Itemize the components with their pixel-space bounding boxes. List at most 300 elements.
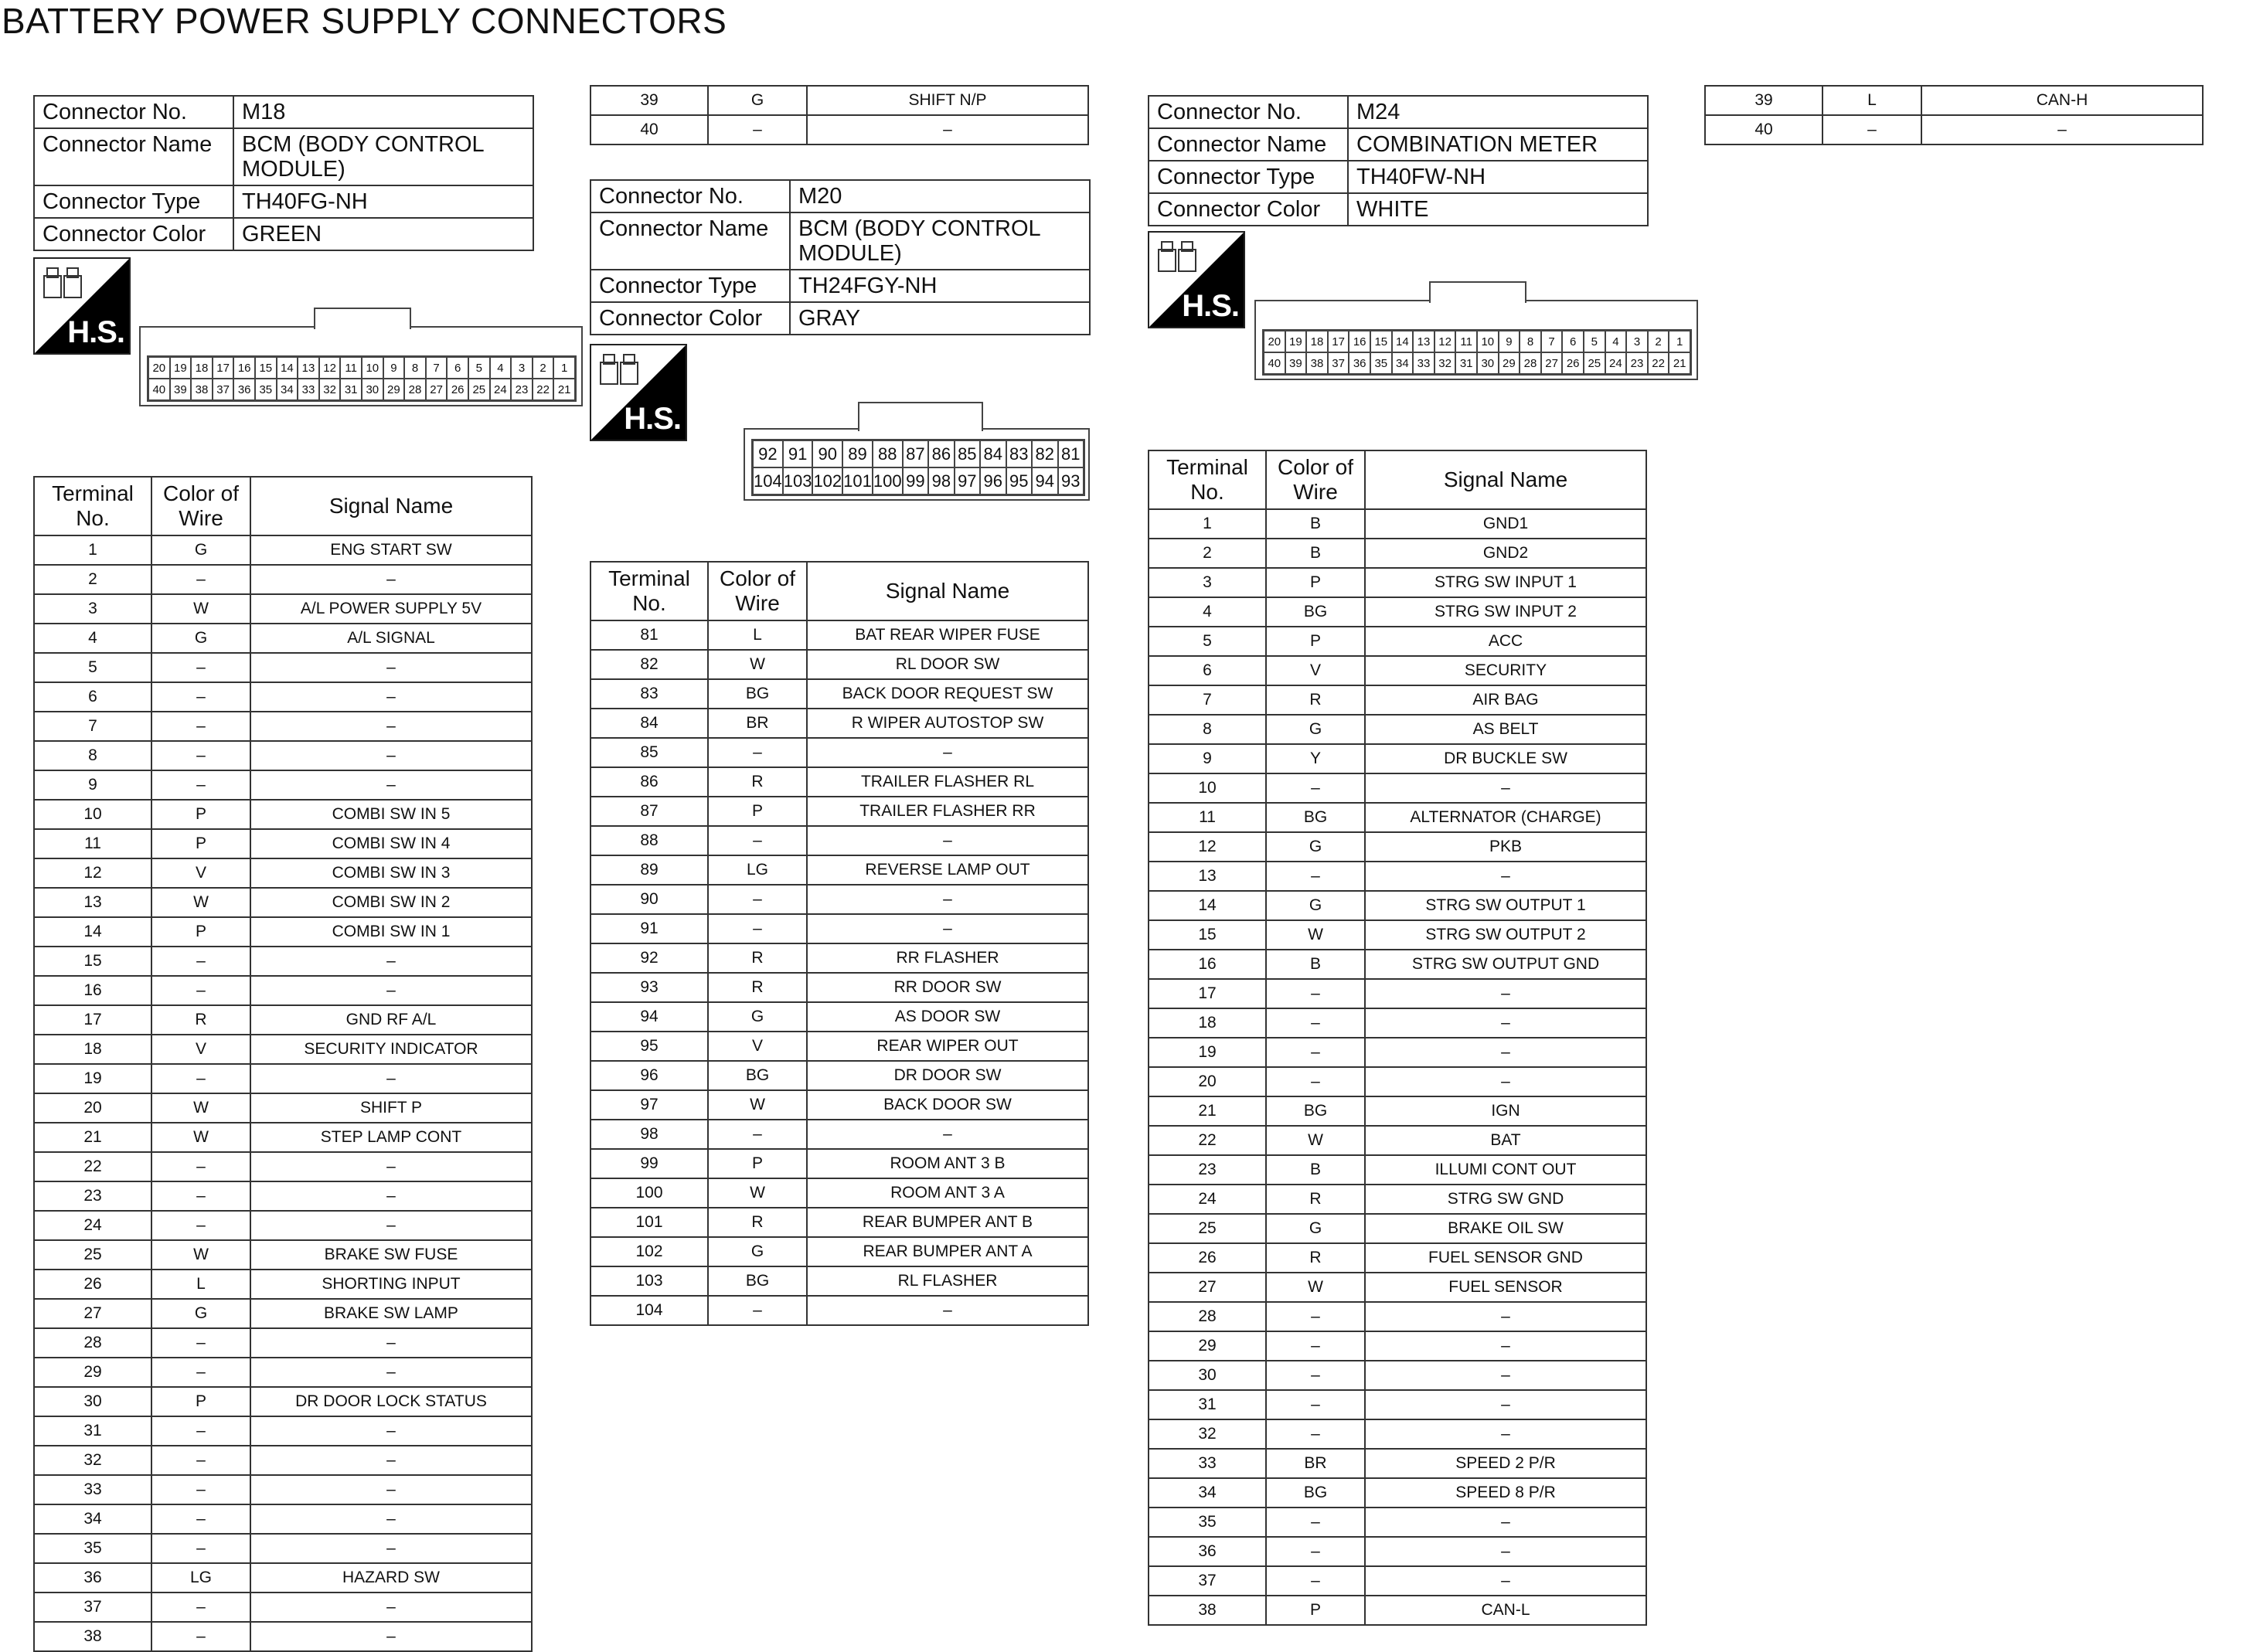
wire-color-cell: – — [1266, 1419, 1365, 1449]
terminal-cell: 9 — [1149, 744, 1266, 773]
signal-name-cell: GND2 — [1365, 539, 1646, 568]
signal-name-cell: – — [250, 1534, 532, 1563]
table-row — [34, 1504, 532, 1534]
terminal-cell: 37 — [1149, 1566, 1266, 1596]
terminal-cell: 38 — [34, 1622, 151, 1651]
signal-name-cell: – — [807, 885, 1088, 914]
pin-number: 17 — [1328, 331, 1349, 352]
table-row — [590, 86, 1088, 115]
terminal-cell: 97 — [590, 1090, 708, 1120]
pin-number: 40 — [1264, 352, 1285, 374]
pin-number: 22 — [1648, 352, 1669, 374]
wire-color-cell: R — [708, 767, 807, 797]
table-row — [1149, 1126, 1646, 1155]
pin-number: 1 — [553, 357, 575, 379]
table-row — [590, 1208, 1088, 1237]
table-row — [34, 594, 532, 624]
wire-color-cell: – — [151, 947, 250, 976]
table-row — [34, 1534, 532, 1563]
table-row — [590, 650, 1088, 679]
wire-color-cell: G — [708, 86, 807, 115]
signal-name-cell: – — [807, 826, 1088, 855]
table-row — [34, 653, 532, 682]
table-row — [1149, 1537, 1646, 1566]
pin-number: 14 — [277, 357, 298, 379]
terminal-cell: 89 — [590, 855, 708, 885]
hs-label: H.S. — [1182, 289, 1239, 323]
signal-name-cell: COMBI SW IN 5 — [250, 800, 532, 829]
terminal-cell: 2 — [34, 565, 151, 594]
table-row — [34, 535, 532, 565]
terminal-cell: 26 — [1149, 1243, 1266, 1273]
info-value: WHITE — [1348, 193, 1648, 226]
wire-color-cell: R — [708, 1208, 807, 1237]
wire-color-cell: – — [1266, 1038, 1365, 1067]
signal-name-cell: – — [1365, 1361, 1646, 1390]
table-row — [1149, 1449, 1646, 1478]
terminal-cell: 3 — [1149, 568, 1266, 597]
info-value: M24 — [1348, 96, 1648, 128]
m24-connector-info — [1148, 95, 1649, 226]
signal-name-cell: BACK DOOR REQUEST SW — [807, 679, 1088, 709]
wire-color-cell: R — [1266, 1185, 1365, 1214]
table-row — [590, 1090, 1088, 1120]
signal-name-cell: – — [250, 1211, 532, 1240]
terminal-cell: 101 — [590, 1208, 708, 1237]
pin-number: 31 — [1455, 352, 1477, 374]
terminal-cell: 28 — [34, 1328, 151, 1358]
terminal-cell: 36 — [1149, 1537, 1266, 1566]
table-row — [1149, 1067, 1646, 1096]
pin-number: 7 — [426, 357, 448, 379]
terminal-cell: 94 — [590, 1002, 708, 1032]
pin-number: 20 — [1264, 331, 1285, 352]
table-row — [590, 1061, 1088, 1090]
terminal-cell: 30 — [1149, 1361, 1266, 1390]
wire-color-cell: G — [151, 1299, 250, 1328]
table-row — [1149, 862, 1646, 891]
signal-name-cell: – — [1365, 862, 1646, 891]
wire-color-cell: – — [708, 826, 807, 855]
pin-number: 5 — [468, 357, 490, 379]
signal-name-cell: DR DOOR SW — [807, 1061, 1088, 1090]
signal-name-cell: – — [250, 565, 532, 594]
info-value: GREEN — [233, 218, 533, 250]
pin-number: 8 — [1520, 331, 1541, 352]
wire-color-cell: – — [151, 1534, 250, 1563]
wire-color-cell: – — [1266, 862, 1365, 891]
table-row — [590, 1032, 1088, 1061]
terminal-cell: 82 — [590, 650, 708, 679]
table-row — [590, 914, 1088, 943]
wire-color-cell: V — [1266, 656, 1365, 685]
terminal-cell: 29 — [34, 1358, 151, 1387]
pin-number: 30 — [1477, 352, 1499, 374]
table-row — [590, 1120, 1088, 1149]
signal-name-cell: ACC — [1365, 627, 1646, 656]
terminal-cell: 38 — [1149, 1596, 1266, 1625]
signal-name-cell: ENG START SW — [250, 535, 532, 565]
terminal-cell: 8 — [1149, 715, 1266, 744]
wire-color-cell: – — [151, 1181, 250, 1211]
signal-name-cell: BRAKE OIL SW — [1365, 1214, 1646, 1243]
wire-color-cell: BG — [1266, 597, 1365, 627]
pin-number: 1 — [1669, 331, 1690, 352]
pin-number: 8 — [404, 357, 426, 379]
table-row — [1149, 715, 1646, 744]
terminal-cell: 27 — [34, 1299, 151, 1328]
pin-number: 90 — [812, 440, 842, 467]
pin-number: 32 — [1435, 352, 1456, 374]
pin-number: 28 — [404, 379, 426, 400]
signal-name-cell: – — [250, 1593, 532, 1622]
pin-number: 39 — [1285, 352, 1307, 374]
table-row — [1149, 803, 1646, 832]
m24-pin-table — [1148, 450, 1647, 1626]
terminal-cell: 34 — [1149, 1478, 1266, 1508]
wire-color-cell: P — [151, 800, 250, 829]
terminal-cell: 23 — [34, 1181, 151, 1211]
pin-number: 27 — [426, 379, 448, 400]
signal-name-cell: SECURITY — [1365, 656, 1646, 685]
wire-color-cell: P — [1266, 1596, 1365, 1625]
signal-name-cell: AS DOOR SW — [807, 1002, 1088, 1032]
pin-number: 92 — [753, 440, 783, 467]
terminal-cell: 98 — [590, 1120, 708, 1149]
signal-name-cell: IGN — [1365, 1096, 1646, 1126]
pin-number: 85 — [955, 440, 980, 467]
signal-name-cell: ROOM ANT 3 A — [807, 1178, 1088, 1208]
pin-number: 95 — [1006, 467, 1032, 495]
pin-number: 35 — [255, 379, 277, 400]
table-row — [590, 767, 1088, 797]
info-key: Connector Type — [1149, 161, 1348, 193]
info-key: Connector Name — [590, 212, 790, 270]
terminal-cell: 6 — [34, 682, 151, 712]
table-row — [1705, 86, 2203, 115]
signal-name-cell: BAT — [1365, 1126, 1646, 1155]
pin-number: 29 — [383, 379, 405, 400]
wire-color-cell: Y — [1266, 744, 1365, 773]
terminal-cell: 24 — [34, 1211, 151, 1240]
pin-number: 3 — [1626, 331, 1648, 352]
wire-color-cell: B — [1266, 1155, 1365, 1185]
signal-name-cell: COMBI SW IN 1 — [250, 917, 532, 947]
signal-name-cell: BAT REAR WIPER FUSE — [807, 620, 1088, 650]
signal-name-cell: – — [1365, 1302, 1646, 1331]
pin-number: 102 — [812, 467, 842, 495]
table-row — [34, 1328, 532, 1358]
header-signal: Signal Name — [250, 477, 532, 535]
terminal-cell: 28 — [1149, 1302, 1266, 1331]
wire-color-cell: P — [708, 1149, 807, 1178]
wire-color-cell: – — [151, 1446, 250, 1475]
header-terminal: Terminal No. — [34, 477, 151, 535]
wire-color-cell: – — [1822, 115, 1921, 144]
table-row — [1149, 656, 1646, 685]
pin-number: 19 — [1285, 331, 1307, 352]
signal-name-cell: REAR BUMPER ANT B — [807, 1208, 1088, 1237]
wire-color-cell: W — [151, 1123, 250, 1152]
signal-name-cell: – — [250, 741, 532, 770]
hs-label: H.S. — [624, 402, 681, 436]
wire-color-cell: W — [1266, 1126, 1365, 1155]
info-value: GRAY — [790, 302, 1090, 335]
wire-color-cell: – — [1266, 1302, 1365, 1331]
table-row — [1149, 1390, 1646, 1419]
signal-name-cell: SPEED 8 P/R — [1365, 1478, 1646, 1508]
table-row — [34, 1475, 532, 1504]
wire-color-cell: – — [151, 1358, 250, 1387]
table-row — [34, 1416, 532, 1446]
signal-name-cell: BACK DOOR SW — [807, 1090, 1088, 1120]
table-row — [34, 829, 532, 858]
pin-number: 27 — [1541, 352, 1563, 374]
terminal-cell: 2 — [1149, 539, 1266, 568]
table-row — [34, 888, 532, 917]
signal-name-cell: ILLUMI CONT OUT — [1365, 1155, 1646, 1185]
table-row — [1149, 1096, 1646, 1126]
m18-connector-face — [139, 326, 583, 406]
signal-name-cell: SPEED 2 P/R — [1365, 1449, 1646, 1478]
pin-number: 22 — [533, 379, 554, 400]
pin-number: 36 — [1349, 352, 1370, 374]
table-row — [1149, 1478, 1646, 1508]
pin-number: 104 — [753, 467, 783, 495]
signal-name-cell: HAZARD SW — [250, 1563, 532, 1593]
signal-name-cell: CAN-L — [1365, 1596, 1646, 1625]
table-row — [34, 947, 532, 976]
signal-name-cell: TRAILER FLASHER RR — [807, 797, 1088, 826]
pin-number: 18 — [1306, 331, 1328, 352]
signal-name-cell: – — [1921, 115, 2203, 144]
pin-number: 15 — [255, 357, 277, 379]
signal-name-cell: ROOM ANT 3 B — [807, 1149, 1088, 1178]
pin-number: 83 — [1006, 440, 1032, 467]
terminal-cell: 23 — [1149, 1155, 1266, 1185]
wire-color-cell: W — [151, 1093, 250, 1123]
table-row — [1149, 1038, 1646, 1067]
pin-number: 13 — [1413, 331, 1435, 352]
wire-color-cell: – — [151, 1211, 250, 1240]
terminal-cell: 85 — [590, 738, 708, 767]
header-color: Color of Wire — [151, 477, 250, 535]
pin-number: 9 — [383, 357, 405, 379]
pin-number: 91 — [783, 440, 813, 467]
table-row — [34, 1093, 532, 1123]
table-row — [590, 679, 1088, 709]
pin-number: 94 — [1032, 467, 1057, 495]
info-value: TH24FGY-NH — [790, 270, 1090, 302]
signal-name-cell: – — [1365, 773, 1646, 803]
pin-number: 12 — [1435, 331, 1456, 352]
wire-color-cell: – — [708, 738, 807, 767]
pin-number: 6 — [1562, 331, 1584, 352]
signal-name-cell: GND1 — [1365, 509, 1646, 539]
signal-name-cell: SHIFT N/P — [807, 86, 1088, 115]
terminal-cell: 12 — [1149, 832, 1266, 862]
info-value: TH40FG-NH — [233, 185, 533, 218]
m20-pin-table — [590, 561, 1089, 1326]
signal-name-cell: – — [1365, 1508, 1646, 1537]
terminal-cell: 4 — [34, 624, 151, 653]
table-row — [1149, 1008, 1646, 1038]
signal-name-cell: – — [250, 1152, 532, 1181]
wire-color-cell: – — [151, 565, 250, 594]
wire-color-cell: – — [708, 115, 807, 144]
pin-number: 7 — [1541, 331, 1563, 352]
terminal-cell: 15 — [1149, 920, 1266, 950]
pin-number: 2 — [1648, 331, 1669, 352]
terminal-cell: 40 — [1705, 115, 1822, 144]
m18-pin-table — [33, 476, 533, 1652]
pin-number: 9 — [1499, 331, 1520, 352]
signal-name-cell: – — [1365, 1419, 1646, 1449]
terminal-cell: 12 — [34, 858, 151, 888]
table-row — [590, 1266, 1088, 1296]
table-row — [1149, 1419, 1646, 1449]
terminal-cell: 96 — [590, 1061, 708, 1090]
terminal-cell: 19 — [1149, 1038, 1266, 1067]
terminal-cell: 16 — [1149, 950, 1266, 979]
pin-number: 98 — [928, 467, 954, 495]
wire-color-cell: – — [151, 1152, 250, 1181]
table-row — [1149, 832, 1646, 862]
signal-name-cell: GND RF A/L — [250, 1005, 532, 1035]
pin-number: 32 — [319, 379, 341, 400]
terminal-cell: 14 — [34, 917, 151, 947]
signal-name-cell: – — [1365, 1038, 1646, 1067]
signal-name-cell: – — [250, 1475, 532, 1504]
pin-number: 10 — [1477, 331, 1499, 352]
wire-color-cell: BG — [708, 1266, 807, 1296]
terminal-cell: 13 — [34, 888, 151, 917]
terminal-cell: 21 — [1149, 1096, 1266, 1126]
signal-name-cell: – — [250, 653, 532, 682]
wire-color-cell: P — [151, 1387, 250, 1416]
wire-color-cell: W — [151, 888, 250, 917]
pin-number: 31 — [340, 379, 362, 400]
page-title: BATTERY POWER SUPPLY CONNECTORS — [2, 1, 727, 41]
info-key: Connector Color — [1149, 193, 1348, 226]
signal-name-cell: RR DOOR SW — [807, 973, 1088, 1002]
table-row — [34, 1181, 532, 1211]
pin-number: 16 — [1349, 331, 1370, 352]
signal-name-cell: FUEL SENSOR — [1365, 1273, 1646, 1302]
wire-color-cell: G — [708, 1237, 807, 1266]
pin-number: 34 — [1392, 352, 1414, 374]
wire-color-cell: – — [151, 976, 250, 1005]
terminal-cell: 20 — [34, 1093, 151, 1123]
terminal-cell: 8 — [34, 741, 151, 770]
signal-name-cell: – — [250, 1622, 532, 1651]
pin-number: 29 — [1499, 352, 1520, 374]
signal-name-cell: CAN-H — [1921, 86, 2203, 115]
wire-color-cell: – — [708, 914, 807, 943]
terminal-cell: 7 — [34, 712, 151, 741]
signal-name-cell: DR DOOR LOCK STATUS — [250, 1387, 532, 1416]
pin-number: 30 — [362, 379, 383, 400]
pin-number: 11 — [1455, 331, 1477, 352]
info-value: BCM (BODY CONTROL MODULE) — [233, 128, 533, 185]
pin-number: 40 — [148, 379, 170, 400]
signal-name-cell: – — [250, 976, 532, 1005]
pin-number: 87 — [903, 440, 928, 467]
table-row — [1149, 1185, 1646, 1214]
terminal-cell: 25 — [1149, 1214, 1266, 1243]
wire-color-cell: – — [151, 1504, 250, 1534]
wire-color-cell: – — [1266, 773, 1365, 803]
wire-color-cell: L — [1822, 86, 1921, 115]
terminal-cell: 32 — [34, 1446, 151, 1475]
wire-color-cell: – — [151, 1328, 250, 1358]
signal-name-cell: – — [807, 115, 1088, 144]
table-row — [1149, 1273, 1646, 1302]
table-row — [590, 855, 1088, 885]
signal-name-cell: FUEL SENSOR GND — [1365, 1243, 1646, 1273]
terminal-cell: 37 — [34, 1593, 151, 1622]
terminal-cell: 5 — [34, 653, 151, 682]
table-row — [34, 770, 532, 800]
wire-color-cell: R — [151, 1005, 250, 1035]
signal-name-cell: STRG SW OUTPUT 2 — [1365, 920, 1646, 950]
terminal-cell: 16 — [34, 976, 151, 1005]
signal-name-cell: – — [250, 1416, 532, 1446]
pin-number: 33 — [298, 379, 319, 400]
pin-number: 81 — [1058, 440, 1084, 467]
table-row — [34, 1152, 532, 1181]
pin-number: 13 — [298, 357, 319, 379]
wire-color-cell: R — [1266, 1243, 1365, 1273]
info-value: BCM (BODY CONTROL MODULE) — [790, 212, 1090, 270]
wire-color-cell: R — [708, 973, 807, 1002]
table-row — [590, 1149, 1088, 1178]
wire-color-cell: G — [151, 535, 250, 565]
signal-name-cell: – — [1365, 979, 1646, 1008]
pin-number: 24 — [1605, 352, 1627, 374]
wire-color-cell: B — [1266, 950, 1365, 979]
wire-color-cell: B — [1266, 509, 1365, 539]
wire-color-cell: P — [708, 797, 807, 826]
terminal-cell: 18 — [1149, 1008, 1266, 1038]
table-row — [1149, 1214, 1646, 1243]
wire-color-cell: – — [1266, 1361, 1365, 1390]
wire-color-cell: V — [151, 1035, 250, 1064]
table-row — [34, 1005, 532, 1035]
pin-number: 33 — [1413, 352, 1435, 374]
m18-connector-info — [33, 95, 534, 251]
wire-color-cell: P — [1266, 627, 1365, 656]
pin-number: 101 — [842, 467, 873, 495]
pin-number: 19 — [170, 357, 192, 379]
pin-number: 97 — [955, 467, 980, 495]
table-row — [1149, 773, 1646, 803]
pin-number: 18 — [191, 357, 213, 379]
wire-color-cell: – — [1266, 979, 1365, 1008]
terminal-cell: 13 — [1149, 862, 1266, 891]
table-row — [590, 738, 1088, 767]
terminal-cell: 22 — [1149, 1126, 1266, 1155]
signal-name-cell: – — [1365, 1537, 1646, 1566]
pin-number: 37 — [1328, 352, 1349, 374]
pin-number: 34 — [277, 379, 298, 400]
terminal-cell: 102 — [590, 1237, 708, 1266]
signal-name-cell: BRAKE SW LAMP — [250, 1299, 532, 1328]
table-row — [590, 943, 1088, 973]
terminal-cell: 34 — [34, 1504, 151, 1534]
table-row — [590, 1237, 1088, 1266]
terminal-cell: 33 — [1149, 1449, 1266, 1478]
